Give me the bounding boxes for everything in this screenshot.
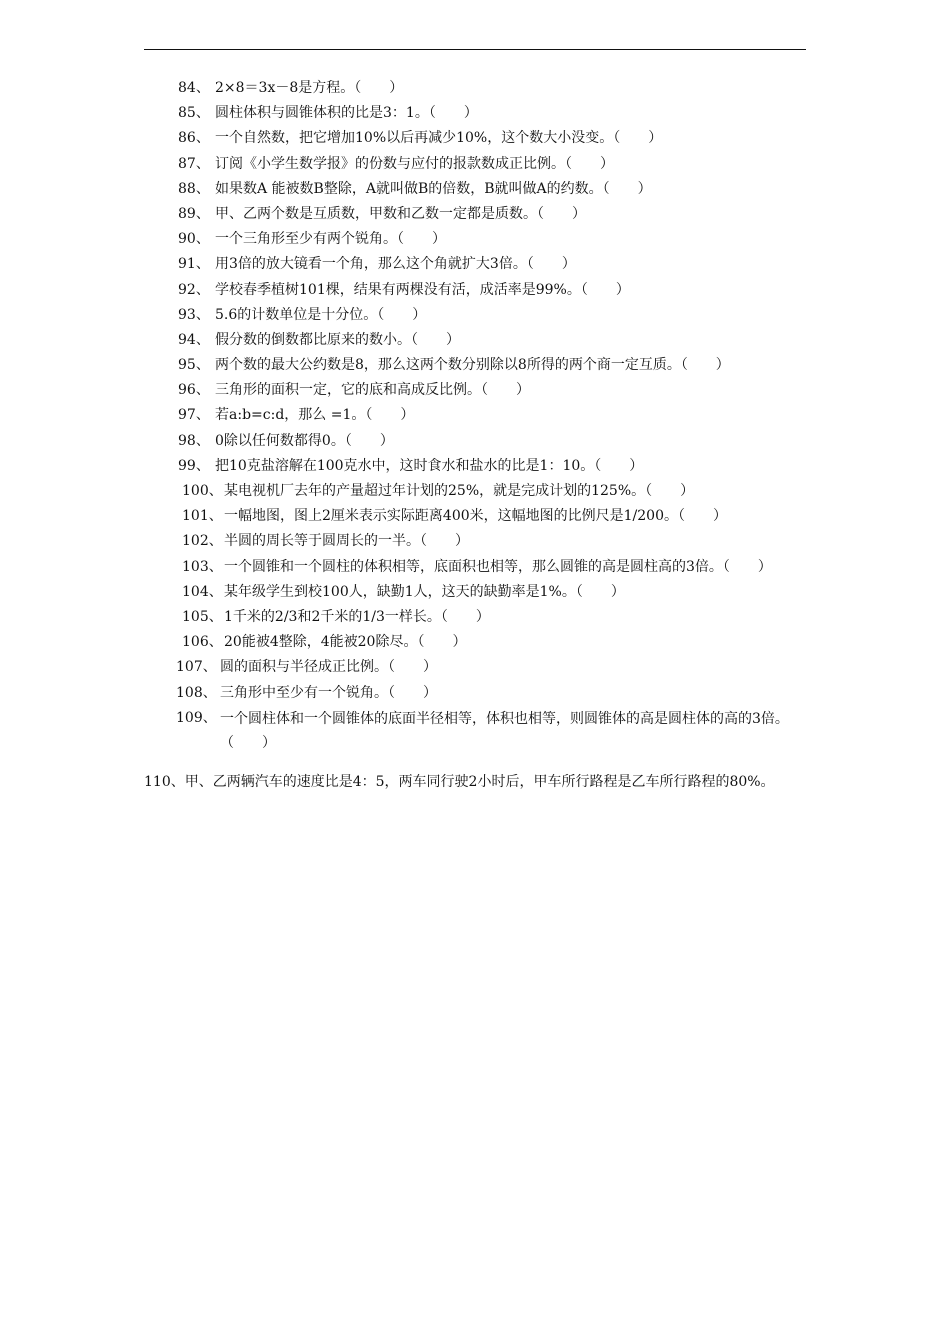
question-text: 圆的面积与半径成正比例。（ ） xyxy=(220,659,437,676)
header-rule xyxy=(144,49,806,50)
question-text: 某年级学生到校100人，缺勤1人，这天的缺勤率是1%。（ ） xyxy=(224,583,625,600)
question-97 xyxy=(0,403,950,428)
question-number: 104、 xyxy=(182,583,223,600)
question-text: 订阅《小学生数学报》的份数与应付的报款数成正比例。（ ） xyxy=(215,155,614,172)
question-88 xyxy=(0,177,950,202)
question-text: 甲、乙两个数是互质数，甲数和乙数一定都是质数。（ ） xyxy=(215,205,586,222)
question-number: 95、 xyxy=(178,357,210,374)
question-text: 学校春季植树101棵，结果有两棵没有活，成活率是99%。（ ） xyxy=(215,281,630,298)
question-87 xyxy=(0,152,950,177)
question-number: 96、 xyxy=(178,382,210,399)
question-number: 98、 xyxy=(178,432,210,449)
question-99 xyxy=(0,454,950,479)
question-number: 99、 xyxy=(178,457,210,474)
question-number: 102、 xyxy=(182,533,223,550)
question-104 xyxy=(0,580,950,605)
question-95 xyxy=(0,353,950,378)
question-93 xyxy=(0,303,950,328)
question-number: 109、 xyxy=(176,709,217,726)
question-text: 一个圆柱体和一个圆锥体的底面半径相等，体积也相等，则圆锥体的高是圆柱体的高的3倍。（ ） xyxy=(220,710,789,751)
question-text: 一幅地图，图上2厘米表示实际距离400米，这幅地图的比例尺是1/200。（ ） xyxy=(224,508,727,525)
question-text: 一个圆锥和一个圆柱的体积相等，底面积也相等，那么圆锥的高是圆柱高的3倍。（ ） xyxy=(224,558,772,575)
question-number: 86、 xyxy=(178,130,210,147)
question-number: 107、 xyxy=(176,659,217,676)
question-number: 91、 xyxy=(178,256,210,273)
question-108 xyxy=(0,681,950,706)
question-text: 一个自然数，把它增加10%以后再减少10%，这个数大小没变。（ ） xyxy=(215,130,663,147)
question-text: 2×8＝3x－8是方程。（ ） xyxy=(215,80,404,96)
question-text: 三角形的面积一定，它的底和高成反比例。（ ） xyxy=(215,382,530,399)
question-number: 106、 xyxy=(182,634,223,651)
question-number: 105、 xyxy=(182,608,223,625)
question-91 xyxy=(0,252,950,277)
question-text: 假分数的倒数都比原来的数小。（ ） xyxy=(215,331,460,348)
question-96 xyxy=(0,378,950,403)
question-number: 85、 xyxy=(178,105,210,122)
question-number: 88、 xyxy=(178,180,210,197)
question-text: 用3倍的放大镜看一个角，那么这个角就扩大3倍。（ ） xyxy=(215,256,576,273)
question-102 xyxy=(0,529,950,554)
question-90 xyxy=(0,227,950,252)
question-98 xyxy=(0,429,950,454)
question-number: 87、 xyxy=(178,155,210,172)
question-107 xyxy=(0,655,950,680)
question-number: 90、 xyxy=(178,231,210,248)
question-text: 三角形中至少有一个锐角。（ ） xyxy=(220,684,437,701)
question-text: 1千米的2/3和2千米的1/3一样长。（ ） xyxy=(224,608,490,625)
question-105 xyxy=(0,605,950,630)
question-text: 如果数A 能被数B整除，A就叫做B的倍数，B就叫做A的约数。（ ） xyxy=(215,180,652,197)
question-89 xyxy=(0,202,950,227)
question-84 xyxy=(0,76,950,101)
question-85 xyxy=(0,101,950,126)
question-92 xyxy=(0,278,950,303)
question-number: 94、 xyxy=(178,331,210,348)
question-number: 89、 xyxy=(178,205,210,222)
question-100 xyxy=(0,479,950,504)
question-text: 5.6的计数单位是十分位。（ ） xyxy=(215,306,427,323)
question-text: 某电视机厂去年的产量超过年计划的25%，就是完成计划的125%。（ ） xyxy=(224,483,695,499)
question-text: 把10克盐溶解在100克水中，这时食水和盐水的比是1：10。（ ） xyxy=(215,457,644,474)
question-109 xyxy=(0,706,950,756)
question-number: 93、 xyxy=(178,306,210,323)
question-number: 97、 xyxy=(178,407,210,424)
question-number: 92、 xyxy=(178,281,210,298)
question-text: 若a:b=c:d，那么 =1。（ ） xyxy=(215,407,415,424)
question-94 xyxy=(0,328,950,353)
question-103 xyxy=(0,555,950,580)
question-86 xyxy=(0,126,950,151)
question-list xyxy=(0,76,950,756)
question-101 xyxy=(0,504,950,529)
question-text: 圆柱体积与圆锥体积的比是3：1。（ ） xyxy=(215,105,478,122)
question-text: 0除以任何数都得0。（ ） xyxy=(215,432,394,449)
question-text: 两个数的最大公约数是8，那么这两个数分别除以8所得的两个商一定互质。（ ） xyxy=(215,357,730,374)
question-106 xyxy=(0,630,950,655)
question-110: 110、甲、乙两辆汽车的速度比是4：5，两车同行驶2小时后，甲车所行路程是乙车所行路程的80%。 xyxy=(144,774,775,790)
question-text: 一个三角形至少有两个锐角。（ ） xyxy=(215,231,446,248)
question-number: 108、 xyxy=(176,684,217,701)
question-text: 20能被4整除，4能被20除尽。（ ） xyxy=(224,634,467,651)
question-number: 103、 xyxy=(182,558,223,575)
question-number: 100、 xyxy=(182,483,223,499)
question-number: 101、 xyxy=(182,508,223,525)
question-number: 84、 xyxy=(178,80,210,96)
question-text: 半圆的周长等于圆周长的一半。（ ） xyxy=(224,533,469,550)
